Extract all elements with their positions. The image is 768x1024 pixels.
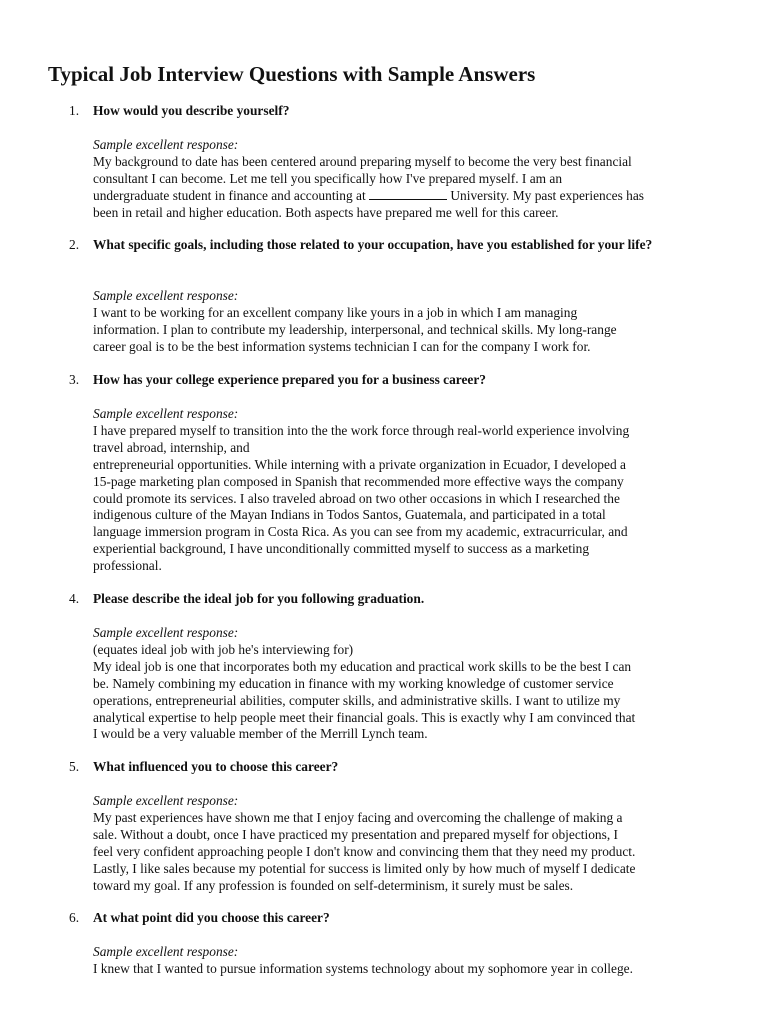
answer-line: been in retail and higher education. Both aspects have prepared me well for this career. [93,204,559,220]
question-number: 1. [69,103,80,118]
answer-line: professional. [93,558,162,574]
answer-line: be. Namely combining my education in finance with my working knowledge of customer service [93,675,614,691]
answer-line: My past experiences have shown me that I enjoy facing and overcoming the challenge of making a [93,809,623,825]
question-number: 4. [69,591,80,606]
answer-line: information. I plan to contribute my leadership, interpersonal, and technical skills. My long-range [93,321,617,337]
answer-line: I knew that I wanted to pursue information systems technology about my sophomore year in college. [93,960,633,976]
response-label: Sample excellent response: [93,625,239,640]
answer-line: (equates ideal job with job he's interviewing for) [93,641,354,657]
question-number: 3. [69,372,80,387]
answer-line: toward my goal. If any profession is founded on self-determinism, it surely must be sales. [93,877,574,893]
response-block [93,625,733,743]
answer-line [93,188,733,205]
response-block [93,288,733,356]
question-text: How would you describe yourself? [93,103,290,118]
response-label: Sample excellent response: [93,406,239,421]
answer-line: language immersion program in Costa Rica. As you can see from my academic, extracurricular, and [93,524,628,540]
answer-line: I would be a very valuable member of the Merrill Lynch team. [93,726,428,742]
question-number: 2. [69,237,80,252]
answer-line: 15-page marketing plan composed in Spanish that recommended more effective ways the company [93,473,624,489]
response-block [93,793,733,894]
question-number: 5. [69,759,80,774]
answer-line-part: undergraduate student in finance and accounting at [93,187,366,203]
answer-line: analytical expertise to help people meet their financial goals. This is exactly why I am convinced that [93,709,636,725]
answer-line: I have prepared myself to transition into the the work force through real-world experience involving [93,422,630,438]
response-label: Sample excellent response: [93,793,239,808]
question-text: Please describe the ideal job for you following graduation. [93,591,425,606]
question-number: 6. [69,910,80,925]
answer-line: I want to be working for an excellent company like yours in a job in which I am managing [93,304,578,320]
answer-line: feel very confident approaching people I don't know and convincing them that they need my product. [93,843,636,859]
response-block [93,406,733,575]
answer-line: entrepreneurial opportunities. While interning with a private organization in Ecuador, I developed a [93,456,626,472]
answer-line-part: University. My past experiences has [450,187,645,203]
blank-underline [369,188,447,200]
answer-line: consultant I can become. Let me tell you specifically how I've prepared myself. I am an [93,170,563,186]
answer-line: could promote its services. I also traveled abroad on two other occasions in which I researched the [93,490,620,506]
answer-line: experiential background, I have unconditionally committed myself to success as a marketing [93,541,590,557]
answer-line: My background to date has been centered around preparing myself to become the very best financial [93,153,632,169]
answer-line: sale. Without a doubt, once I have practiced my presentation and prepared myself for objections, I [93,826,618,842]
answer-line: indigenous culture of the Mayan Indians in Todos Santos, Guatemala, and participated in a total [93,507,606,523]
question-text: What specific goals, including those related to your occupation, have you established for your life? [93,237,653,252]
answer-line: Lastly, I like sales because my potential for success is limited only by how much of myself I dedicate [93,860,636,876]
response-label: Sample excellent response: [93,944,239,959]
response-label: Sample excellent response: [93,288,239,303]
response-label: Sample excellent response: [93,137,239,152]
response-block [93,944,733,978]
answer-line: career goal is to be the best information systems technician I can for the company I work for. [93,338,591,354]
question-text: How has your college experience prepared you for a business career? [93,372,487,387]
answer-line: My ideal job is one that incorporates both my education and practical work skills to be the best I can [93,658,632,674]
answer-line: travel abroad, internship, and [93,439,250,455]
response-block [93,137,733,222]
question-text: At what point did you choose this career? [93,910,330,925]
question-text: What influenced you to choose this career? [93,759,339,774]
document-title: Typical Job Interview Questions with Sample Answers [48,62,536,86]
answer-line: operations, entrepreneurial abilities, computer skills, and administrative skills. I want to utilize my [93,692,621,708]
